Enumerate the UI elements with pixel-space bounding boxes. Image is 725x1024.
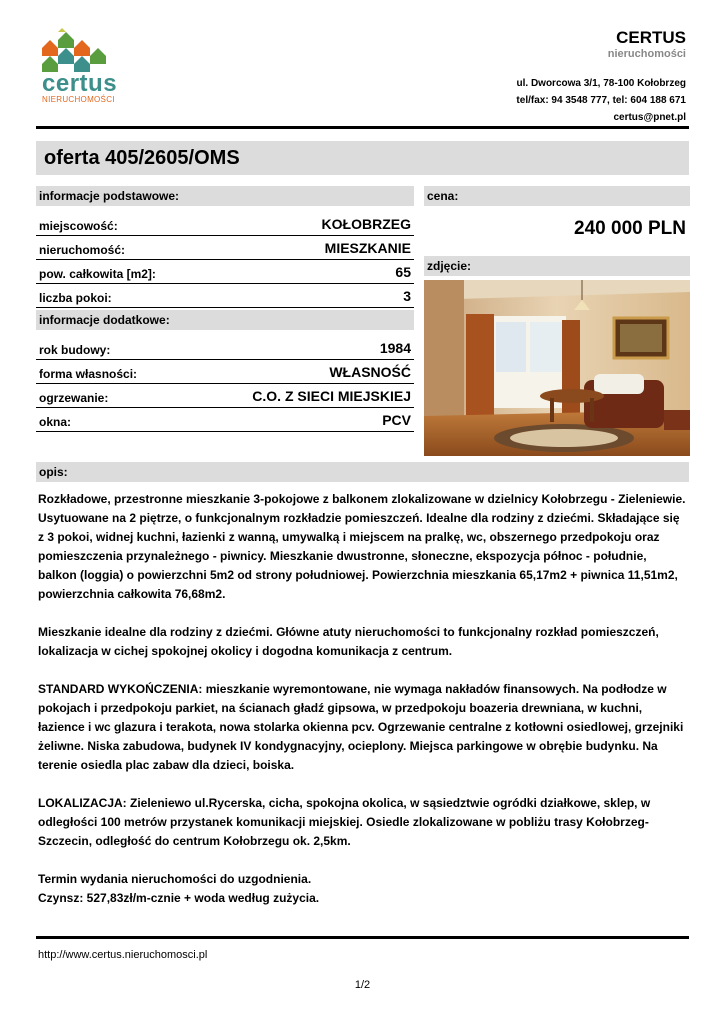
info-value: KOŁOBRZEG [321,216,411,232]
property-photo[interactable] [424,280,690,456]
info-label: pow. całkowita [m2]: [39,267,156,281]
description-paragraph: Mieszkanie idealne dla rodziny z dziećmi. Główne atuty nieruchomości to funkcjonalny rozkład pomieszczeń, lokalizacja w cichej spokojnej okolicy i dogodna komunikacja z centrum. [38,625,659,658]
description-paragraph: Rozkładowe, przestronne mieszkanie 3-pokojowe z balkonem zlokalizowane w dzielnicy Kołobrzegu - Zieleniewie. Usytuowane na 2 piętrze, o funkcjonalnym rozkładzie pomieszczeń. Idealne dla rodziny z dziećmi. Składające się z 3 pokoi, widnej kuchni, łazienki z wanną, umywalką i miejscem na pralkę, wc, obszernego przedpokoju oraz pomieszczenia przynależnego - piwnicy. Mieszkanie dwustronne, słoneczne, ekspozycja północ - południe, balkon (loggia) o powierzchni 5m2 od strony południowej. Powierzchnia mieszkania 65,17m2 + piwnica 11,51m2, powierzchnia całkowita 76,68m2. [38,492,686,601]
info-value: PCV [382,412,411,428]
info-value: WŁASNOŚĆ [329,364,411,380]
company-name: CERTUS [616,28,686,47]
price-heading: cena: [424,186,690,206]
info-row-ownership [36,360,414,384]
description-paragraph: STANDARD WYKOŃCZENIA: mieszkanie wyremontowane, nie wymaga nakładów finansowych. Na podłodze w pokojach i przedpokoju parkiet, na ścianach gładź gipsowa, w przedpokoju boazeria drewniana, w kuchni, łazience i wc glazura i terakota, nowa stolarka okienna pcv. Ogrzewanie centralne z kotłowni osiedlowej, grzejniki żeliwne. Niska zabudowa, budynek IV kondygnacyjny, ocieplony. Miejsca parkingowe w obrębie budynku. Na terenie osiedla plac zabaw dla dzieci, boiska. [38,682,684,772]
company-phones: tel/fax: 94 3548 777, tel: 604 188 671 [516,95,686,106]
info-value: 1984 [379,340,411,356]
logo-subtitle: NIERUCHOMOŚCI [42,95,115,104]
offer-title-bar [36,141,689,175]
info-value: 3 [403,288,411,304]
info-label: liczba pokoi: [39,291,112,305]
footer-divider [36,936,689,939]
info-row-property [36,236,414,260]
info-value: 65 [395,264,411,280]
description-body [38,490,688,908]
description-line: Czynsz: 527,83zł/m-cznie + woda według zużycia. [38,891,320,905]
description-line: Termin wydania nieruchomości do uzgodnienia. [38,872,312,886]
info-row-year [36,336,414,360]
info-value: MIESZKANIE [324,240,411,256]
info-row-area [36,260,414,284]
info-row-city [36,212,414,236]
info-label: rok budowy: [39,343,111,357]
company-subtitle: nieruchomości [607,48,686,60]
offer-title: oferta 405/2605/OMS [44,147,240,169]
info-label: ogrzewanie: [39,391,109,405]
info-row-rooms [36,284,414,308]
description-paragraph: LOKALIZACJA: Zieleniewo ul.Rycerska, cicha, spokojna okolica, w sąsiedztwie ogródki działkowe, sklep, w odległości 100 metrów przystanek komunikacji miejskiej. Osiedle zlokalizowane w pobliżu trasy Kołobrzeg-Szczecin, odległość do centrum Kołobrzegu ok. 2,5km. [38,796,651,848]
info-row-windows [36,408,414,432]
company-email[interactable]: certus@pnet.pl [613,112,686,123]
photo-heading: zdjęcie: [424,256,690,276]
info-row-heating [36,384,414,408]
basic-info-heading: informacje podstawowe: [36,186,414,206]
footer-url-link[interactable]: http://www.certus.nieruchomosci.pl [38,949,208,961]
logo-wordmark: certus [42,70,118,97]
page-number: 1/2 [354,979,371,991]
description-heading: opis: [36,462,689,482]
living-room-photo-icon [424,280,690,456]
company-info [516,28,686,126]
info-label: miejscowość: [39,219,118,233]
header-divider [36,126,689,129]
info-label: okna: [39,415,72,429]
price-value: 240 000 PLN [574,218,686,239]
info-label: nieruchomość: [39,243,126,257]
info-label: forma własności: [39,367,138,381]
company-address: ul. Dworcowa 3/1, 78-100 Kołobrzeg [516,78,686,89]
company-contact [516,75,686,126]
info-value: C.O. Z SIECI MIEJSKIEJ [252,388,411,404]
extra-info-heading: informacje dodatkowe: [36,310,414,330]
